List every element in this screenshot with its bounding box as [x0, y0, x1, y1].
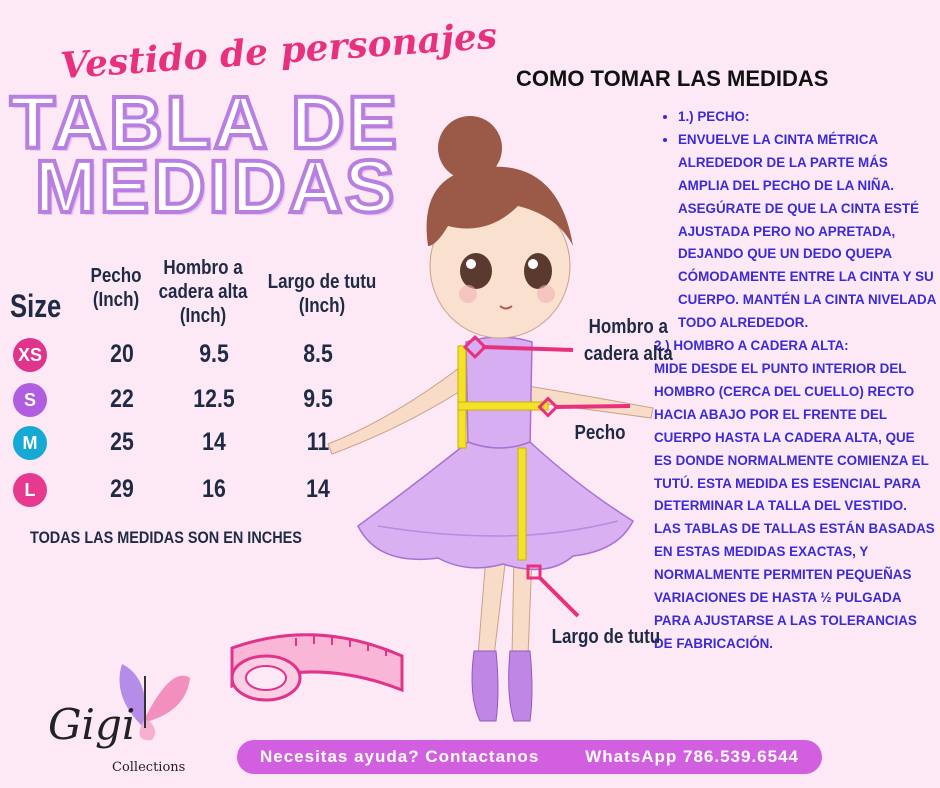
instruction-hombro-text: MIDE DESDE EL PUNTO INTERIOR DEL HOMBRO (CERCA DEL CUELLO) RECTO HACIA ABAJO POR EL FRENTE DEL CUERPO HASTA LA CADERA ALTA, QUE ES DONDE NORMALMENTE COMIENZA EL TUTÚ. ESTA MEDIDA ES ESENCIAL PARA DETERMINAR LA TALLA DEL VESTIDO. LAS TABLAS DE TALLAS ESTÁN BASADAS EN ESTAS MEDIDAS EXACTAS, Y NORMALMENTE PERMITEN PEQUEÑAS VARIACIONES DE HASTA ½ PULGADA PARA AJUSTARSE A LAS TOLERANCIAS DE FABRICACIÓN. — [654, 360, 935, 651]
header-text: Hombro a — [163, 257, 243, 279]
table-cell: 14 — [306, 475, 330, 503]
instruction-pecho-title: • 1.) PECHO: — [678, 106, 936, 129]
size-column-header: Size — [10, 288, 62, 324]
units-note: TODAS LAS MEDIDAS SON EN INCHES — [30, 528, 302, 547]
header-text: Largo de tutu — [267, 271, 377, 293]
size-badge-s: S — [13, 383, 47, 417]
table-cell: 29 — [110, 475, 134, 503]
logo-subtitle: Collections — [112, 760, 186, 775]
table-cell: 9.5 — [199, 340, 229, 368]
instructions-block — [654, 106, 936, 656]
size-badge-l: L — [13, 473, 47, 507]
size-badge-xs: XS — [13, 338, 47, 372]
header-text: cadera alta — [158, 281, 248, 303]
table-cell: 12.5 — [193, 385, 235, 413]
page-title-line1: TABLA DE — [10, 81, 400, 164]
contact-banner[interactable] — [237, 740, 822, 774]
table-cell: 9.5 — [303, 385, 333, 413]
hombro-column-header — [156, 256, 250, 328]
header-text: Pecho — [90, 265, 142, 287]
table-cell: 14 — [202, 428, 226, 456]
pecho-column-header — [82, 264, 150, 312]
label-largo: Largo de tutu — [551, 626, 661, 648]
whatsapp-number[interactable]: WhatsApp 786.539.6544 — [585, 747, 799, 766]
label-hombro — [584, 314, 673, 368]
tape-measure-icon — [226, 626, 408, 710]
size-badge-m: M — [13, 426, 47, 460]
table-cell: 8.5 — [303, 340, 333, 368]
header-text: (Inch) — [179, 305, 227, 327]
label-pecho: Pecho — [574, 422, 626, 444]
instruction-pecho-text: • ENVUELVE LA CINTA MÉTRICA ALREDEDOR DE LA PARTE MÁS AMPLIA DEL PECHO DE LA NIÑA. ASEGÚRATE DE QUE LA CINTA ESTÉ AJUSTADA PERO NO APRETADA, DEJANDO QUE UN DEDO QUEPA CÓMODAMENTE ENTRE LA CINTA Y SU CUERPO. MANTÉN LA CINTA NIVELADA TODO ALREDEDOR. — [678, 129, 936, 335]
table-cell: 25 — [110, 428, 134, 456]
label-text: Hombro a — [588, 316, 668, 338]
table-cell: 11 — [306, 428, 330, 456]
header-text: (Inch) — [92, 289, 140, 311]
help-text: Necesitas ayuda? Contactanos — [259, 747, 540, 766]
table-cell: 20 — [110, 340, 134, 368]
table-cell: 16 — [202, 475, 226, 503]
label-text: cadera alta — [583, 343, 673, 365]
how-to-title: COMO TOMAR LAS MEDIDAS — [516, 66, 829, 91]
instruction-hombro-title: 2.) HOMBRO A CADERA ALTA: — [654, 338, 849, 354]
header-text: (Inch) — [298, 295, 346, 317]
page-title-line2: MEDIDAS — [35, 145, 398, 228]
table-cell: 22 — [110, 385, 134, 413]
script-title: Vestido de personajes — [59, 14, 499, 88]
logo-name: Gigi — [48, 700, 136, 749]
